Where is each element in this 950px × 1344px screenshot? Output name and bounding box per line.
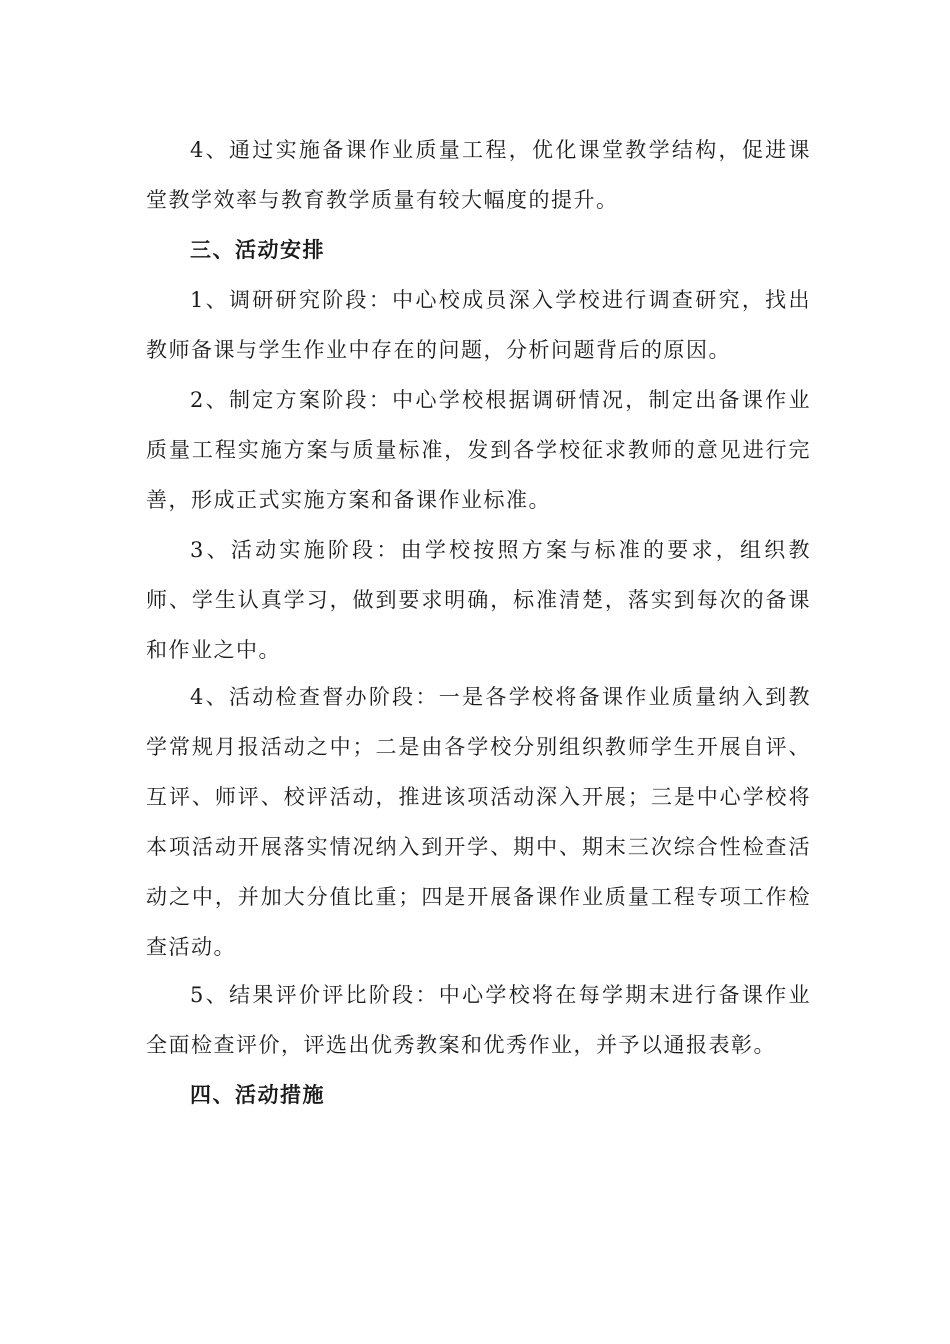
paragraph-stage-3: 3、活动实施阶段：由学校按照方案与标准的要求，组织教师、学生认真学习，做到要求明确，标准清楚，落实到每次的备课和作业之中。 [146,538,811,662]
paragraph-stage-4: 4、活动检查督办阶段：一是各学校将备课作业质量纳入到教学常规月报活动之中；二是由各学校分别组织教师学生开展自评、互评、师评、校评活动，推进该项活动深入开展；三是中心学校将本项活动开展落实情况纳入到开学、期中、期末三次综合性检查活动之中，并加大分值比重；四是开展备课作业质量工程专项工作检查活动。 [146,685,811,959]
paragraph-stage-5: 5、结果评价评比阶段：中心学校将在每学期末进行备课作业全面检查评价，评选出优秀教案和优秀作业，并予以通报表彰。 [146,983,811,1057]
section-heading-activity-measures: 四、活动措施 [190,1082,325,1107]
section-heading-activity-arrangement: 三、活动安排 [190,237,325,262]
paragraph-stage-2: 2、制定方案阶段：中心学校根据调研情况，制定出备课作业质量工程实施方案与质量标准，发到各学校征求教师的意见进行完善，形成正式实施方案和备课作业标准。 [146,388,811,512]
paragraph-goal-4: 4、通过实施备课作业质量工程，优化课堂教学结构，促进课堂教学效率与教育教学质量有较大幅度的提升。 [146,138,811,212]
paragraph-stage-1: 1、调研研究阶段：中心校成员深入学校进行调查研究，找出教师备课与学生作业中存在的问题，分析问题背后的原因。 [146,288,811,362]
